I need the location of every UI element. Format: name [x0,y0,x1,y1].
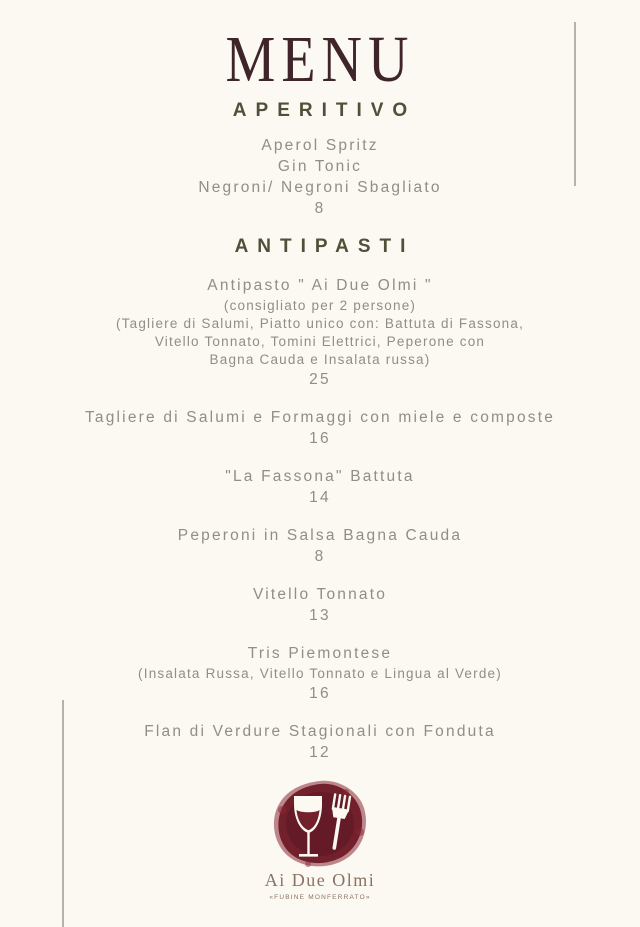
item-description: (Insalata Russa, Vitello Tonnato e Lingua al Verde) [138,666,502,681]
item-name: "La Fassona" Battuta [225,468,415,485]
menu-item-vitello-tonnato [0,584,640,626]
restaurant-logo [0,780,640,901]
item-price: 13 [309,607,331,624]
page-title: MENU [225,23,415,97]
item-name: Tris Piemontese [247,645,393,662]
wine-stain-blob [274,781,366,867]
menu-item-peperoni-bagna-cauda [0,525,640,567]
item-price: 14 [309,489,331,506]
section-antipasti [0,236,640,763]
item-description: Vitello Tonnato, Tomini Elettrici, Peperone con [154,334,486,349]
menu-item-antipasto-ai-due-olmi [0,275,640,390]
item-line: Gin Tonic [277,158,363,175]
item-name: Vitello Tonnato [252,586,388,603]
item-price: 16 [309,430,331,447]
item-description: (consigliato per 2 persone) [223,298,417,313]
menu-item-flan-di-verdure [0,721,640,763]
brand-tagline: «FUBINE MONFERRATO» [269,894,371,901]
wine-stain-logo [268,780,372,868]
item-line: Negroni/ Negroni Sbagliato [198,179,442,196]
decorative-rule-left [62,700,64,927]
section-heading-antipasti: ANTIPASTI [234,236,415,257]
menu-item-tagliere [0,407,640,449]
menu-item-la-fassona-battuta [0,466,640,508]
item-description: (Tagliere di Salumi, Piatto unico con: Battuta di Fassona, [115,316,525,331]
item-name: Flan di Verdure Stagionali con Fonduta [144,723,496,740]
item-price: 12 [309,744,331,761]
brand-name: Ai Due Olmi [264,870,376,890]
section-aperitivo [0,100,640,219]
item-name: Tagliere di Salumi e Formaggi con miele e composte [84,409,556,426]
item-price: 16 [309,685,331,702]
item-price: 25 [309,371,331,388]
item-price: 8 [314,548,326,565]
menu-item-tris-piemontese [0,643,640,704]
item-description: Bagna Cauda e Insalata russa) [209,352,431,367]
item-name: Antipasto " Ai Due Olmi " [207,277,433,294]
menu-item-aperitivo-drinks [0,135,640,219]
section-heading-aperitivo: APERITIVO [232,100,417,121]
item-line: Aperol Spritz [261,137,379,154]
item-name: Peperoni in Salsa Bagna Cauda [177,527,463,544]
item-price: 8 [314,200,326,217]
